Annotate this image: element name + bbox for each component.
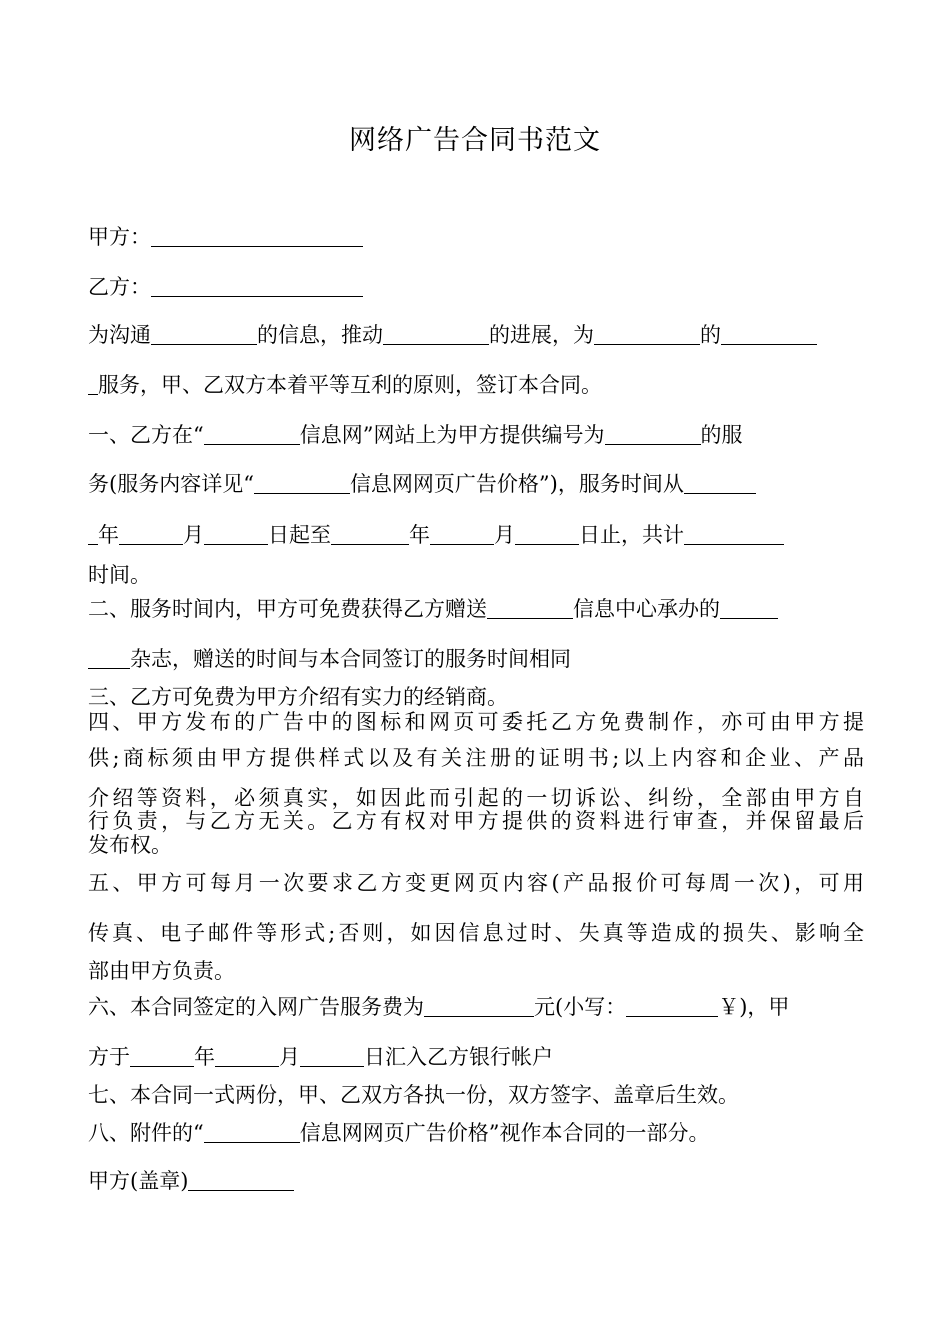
clause-8: 八、附件的“ 信息网网页广告价格”视作本合同的一部分。 xyxy=(88,1121,710,1145)
blank xyxy=(204,422,300,445)
clause-5-line-1: 五、甲方可每月一次要求乙方变更网页内容(产品报价可每周一次)，可用 xyxy=(88,871,864,895)
clause-5-line-3: 部由甲方负责。 xyxy=(88,959,235,983)
clause-7: 七、本合同一式两份，甲、乙双方各执一份，双方签字、盖章后生效。 xyxy=(88,1083,739,1107)
blank xyxy=(204,522,268,545)
party-b-blank xyxy=(151,274,363,297)
blank xyxy=(254,471,350,494)
clause-1-line-2: 务(服务内容详见“ 信息网网页广告价格”)，服务时间从 xyxy=(88,469,864,499)
blank xyxy=(88,522,98,545)
clause-4-line-2: 供;商标须由甲方提供样式以及有关注册的证明书;以上内容和企业、产品 xyxy=(88,746,864,770)
blank xyxy=(684,471,756,494)
blank xyxy=(383,322,489,345)
blank xyxy=(300,1044,364,1067)
blank xyxy=(594,322,700,345)
blank xyxy=(204,1120,300,1143)
clause-1-line-3: 年 月 日起至 年 月 日止，共计 xyxy=(88,520,864,550)
blank xyxy=(626,994,718,1017)
blank xyxy=(331,522,409,545)
preamble-line-1: 为沟通 的信息，推动 的进展，为 的 xyxy=(88,320,864,350)
blank xyxy=(430,522,494,545)
clause-2-line-1: 二、服务时间内，甲方可免费获得乙方赠送 信息中心承办的 xyxy=(88,594,864,624)
clause-3: 三、乙方可免费为甲方介绍有实力的经销商。 xyxy=(88,685,508,709)
blank xyxy=(88,372,98,395)
blank xyxy=(721,322,817,345)
blank xyxy=(720,596,778,619)
blank xyxy=(88,646,130,669)
clause-4-line-1: 四、甲方发布的广告中的图标和网页可委托乙方免费制作，亦可由甲方提 xyxy=(88,710,864,734)
blank xyxy=(515,522,579,545)
preamble-line-2: 服务，甲、乙双方本着平等互利的原则，签订本合同。 xyxy=(88,370,864,400)
blank xyxy=(119,522,183,545)
blank xyxy=(215,1044,279,1067)
party-b-line: 乙方： xyxy=(88,272,864,302)
party-a-line: 甲方： xyxy=(88,222,864,252)
clause-1-line-4: 时间。 xyxy=(88,563,151,587)
party-a-seal-line: 甲方(盖章) xyxy=(88,1166,864,1196)
blank xyxy=(424,994,534,1017)
clause-5-line-2: 传真、电子邮件等形式;否则，如因信息过时、失真等造成的损失、影响全 xyxy=(88,921,864,945)
document-title: 网络广告合同书范文 xyxy=(349,125,601,156)
clause-4-line-4: 行负责，与乙方无关。乙方有权对甲方提供的资料进行审查，并保留最后 xyxy=(88,809,864,833)
clause-6-line-2: 方于 年 月 日汇入乙方银行帐户 xyxy=(88,1045,553,1069)
party-a-blank xyxy=(151,224,363,247)
clause-4-line-3: 介绍等资料，必须真实，如因此而引起的一切诉讼、纠纷，全部由甲方自 xyxy=(88,786,864,810)
seal-blank xyxy=(188,1168,294,1191)
clause-6-line-1: 六、本合同签定的入网广告服务费为 元(小写： ￥)，甲 xyxy=(88,995,790,1019)
blank xyxy=(684,522,784,545)
blank xyxy=(487,596,573,619)
blank xyxy=(605,422,701,445)
clause-2-line-2: 杂志，赠送的时间与本合同签订的服务时间相同 xyxy=(88,644,864,674)
clause-4-line-5: 发布权。 xyxy=(88,833,172,857)
clause-1-line-1: 一、乙方在“ 信息网”网站上为甲方提供编号为 的服 xyxy=(88,423,743,447)
blank xyxy=(130,1044,194,1067)
blank xyxy=(151,322,257,345)
